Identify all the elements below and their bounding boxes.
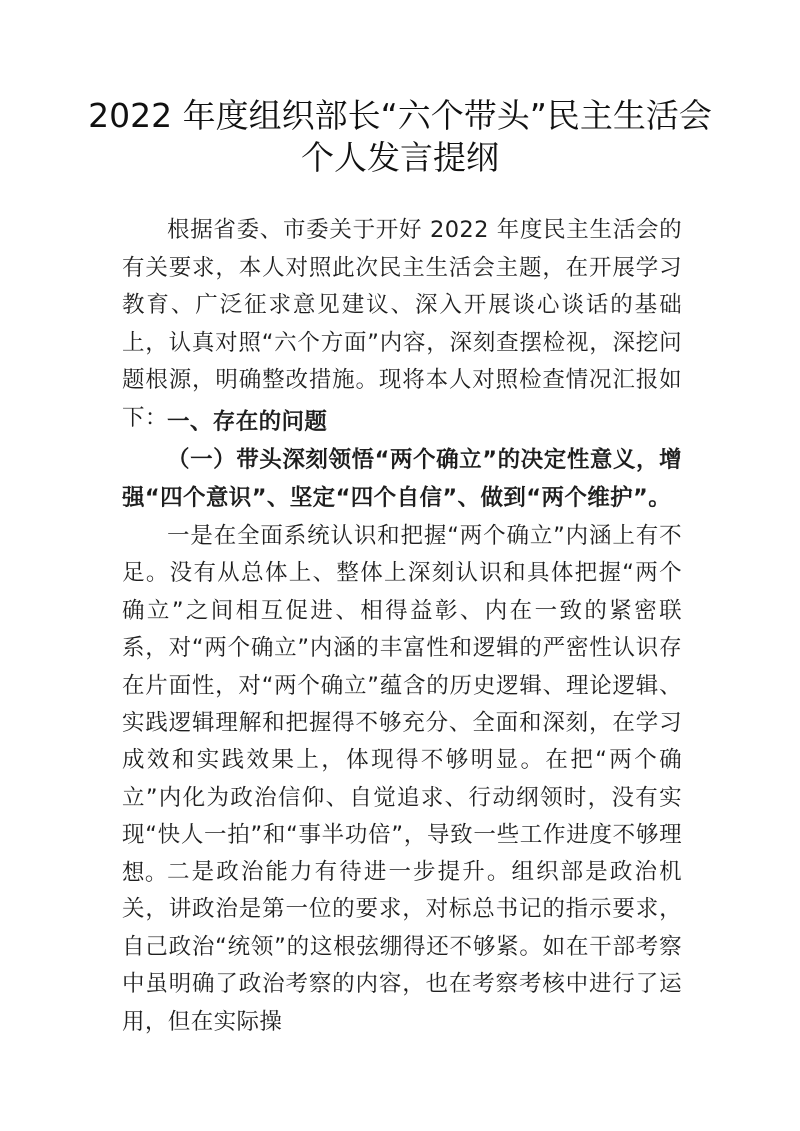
problem-item-1: 一是在全面系统认识和把握“两个确立”内涵上有不足。没有从总体上、整体上深刻认识和具体把握“两个确立”之间相互促进、相得益彰、内在一致的紧密联系，对“两个确立”内涵的丰富性和逻辑的严密性认识存在片面性，对“两个确立”蕴含的历史逻辑、理论逻辑、实践逻辑理解和把握得不够充分、全面和深刻，在学习成效和实践效果上，体现得不够明显。在把“两个确立”内化为政治信仰、自觉追求、行动纲领时，没有实现“快人一拍”和“事半功倍”，导致一些工作进度不够理想。	[122, 523, 682, 886]
intro-paragraph: 根据省委、市委关于开好 2022 年度民主生活会的有关要求，本人对照此次民主生活会主题，在开展学习教育、广泛征求意见建议、深入开展谈心谈话的基础上，认真对照“六个方面”内容，深刻查摆检视，深挖问题根源，明确整改措施。现将本人对照检查情况汇报如下：	[122, 217, 682, 431]
document-title-line-2: 个人发言提纲	[301, 138, 499, 177]
section-heading: 一、存在的问题	[167, 409, 328, 435]
problem-item-2: 二是政治能力有待进一步提升。组织部是政治机关，讲政治是第一位的要求，对标总书记的指示要求，自己政治“统领”的这根弦绷得还不够紧。如在干部考察中虽明确了政治考察的内容，也在考察考核中进行了运用，但在实际操	[122, 859, 682, 1035]
document-title-line-1: 2022 年度组织部长“六个带头”民主生活会	[88, 96, 712, 135]
subsection-heading: （一）带头深刻领悟“两个确立”的决定性意义，增强“四个意识”、坚定“四个自信”、做到“两个维护”。	[122, 447, 682, 511]
